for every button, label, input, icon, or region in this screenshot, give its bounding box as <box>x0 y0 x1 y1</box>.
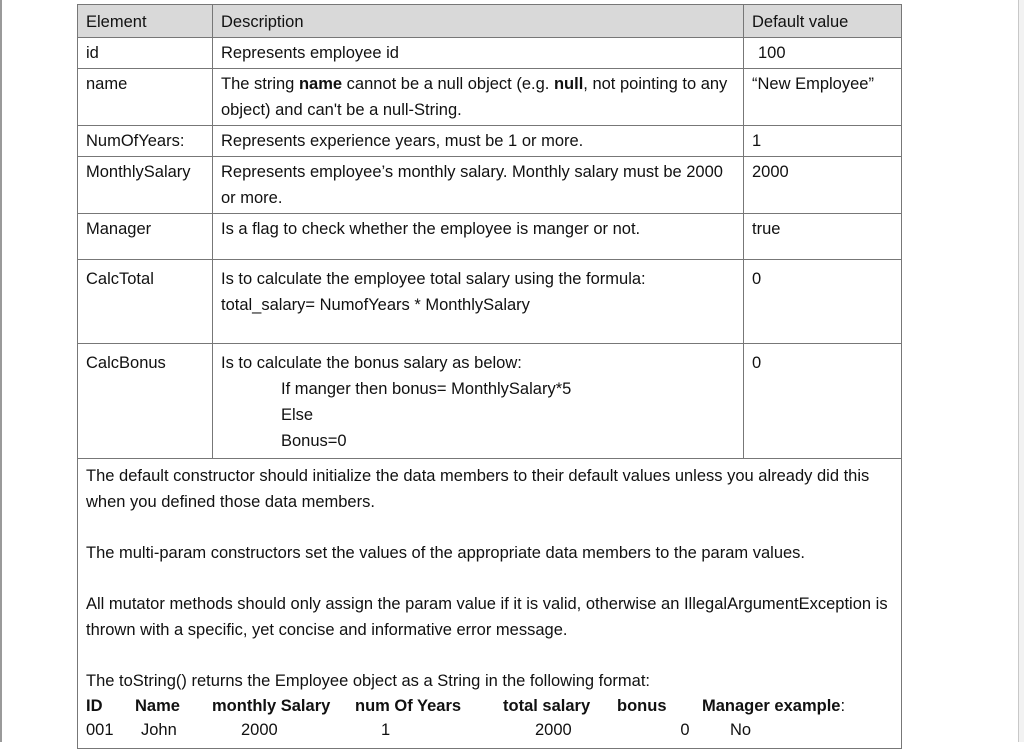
default-cell: 1 <box>744 126 902 157</box>
description-cell: Is a flag to check whether the employee is manger or not. <box>213 214 744 260</box>
default-cell: 0 <box>744 344 902 459</box>
table-row <box>78 260 902 344</box>
page-left-edge <box>0 0 2 742</box>
element-cell: id <box>78 38 213 69</box>
default-cell: “New Employee” <box>744 69 902 126</box>
description-cell: Is to calculate the bonus salary as below: If manger then bonus= MonthlySalary*5 Else Bonus=0 <box>213 344 744 459</box>
note-default-constructor: The default constructor should initialize the data members to their default values unless you already did this when you defined those data members. <box>86 467 870 511</box>
description-cell: Is to calculate the employee total salary using the formula: total_salary= NumofYears * MonthlySalary <box>213 260 744 344</box>
description-cell: Represents experience years, must be 1 or more. <box>213 126 744 157</box>
note-multi-param: The multi-param constructors set the values of the appropriate data members to the param values. <box>86 544 806 562</box>
default-cell: 100 <box>744 38 902 69</box>
element-cell: MonthlySalary <box>78 157 213 214</box>
element-cell: name <box>78 69 213 126</box>
description-cell: Represents employee id <box>213 38 744 69</box>
notes-row <box>78 459 902 749</box>
element-cell: Manager <box>78 214 213 260</box>
scrollbar[interactable] <box>1018 0 1024 742</box>
document-body <box>77 4 901 749</box>
note-tostring: The toString() returns the Employee object as a String in the following format: <box>86 672 651 690</box>
table-header-row <box>78 5 902 38</box>
table-row <box>78 38 902 69</box>
format-value-row: 001 John 2000 1 2000 0 No <box>86 721 752 739</box>
table-row <box>78 126 902 157</box>
table-row <box>78 214 902 260</box>
notes-cell <box>78 459 902 749</box>
element-cell: NumOfYears: <box>78 126 213 157</box>
table-row <box>78 344 902 459</box>
spec-table <box>77 4 902 749</box>
description-cell: The string name cannot be a null object (e.g. null, not pointing to any object) and can't be a null-String. <box>213 69 744 126</box>
header-default: Default value <box>744 5 902 38</box>
table-row <box>78 157 902 214</box>
header-element: Element <box>78 5 213 38</box>
default-cell: 2000 <box>744 157 902 214</box>
description-cell: Represents employee’s monthly salary. Monthly salary must be 2000 or more. <box>213 157 744 214</box>
note-mutators: All mutator methods should only assign the param value if it is valid, otherwise an IllegalArgumentException is thrown with a specific, yet concise and informative error message. <box>86 595 888 639</box>
table-row <box>78 69 902 126</box>
format-header-row: ID Name monthly Salary num Of Years total salary bonus Manager example: <box>86 697 846 715</box>
element-cell: CalcTotal <box>78 260 213 344</box>
header-description: Description <box>213 5 744 38</box>
element-cell: CalcBonus <box>78 344 213 459</box>
default-cell: 0 <box>744 260 902 344</box>
default-cell: true <box>744 214 902 260</box>
